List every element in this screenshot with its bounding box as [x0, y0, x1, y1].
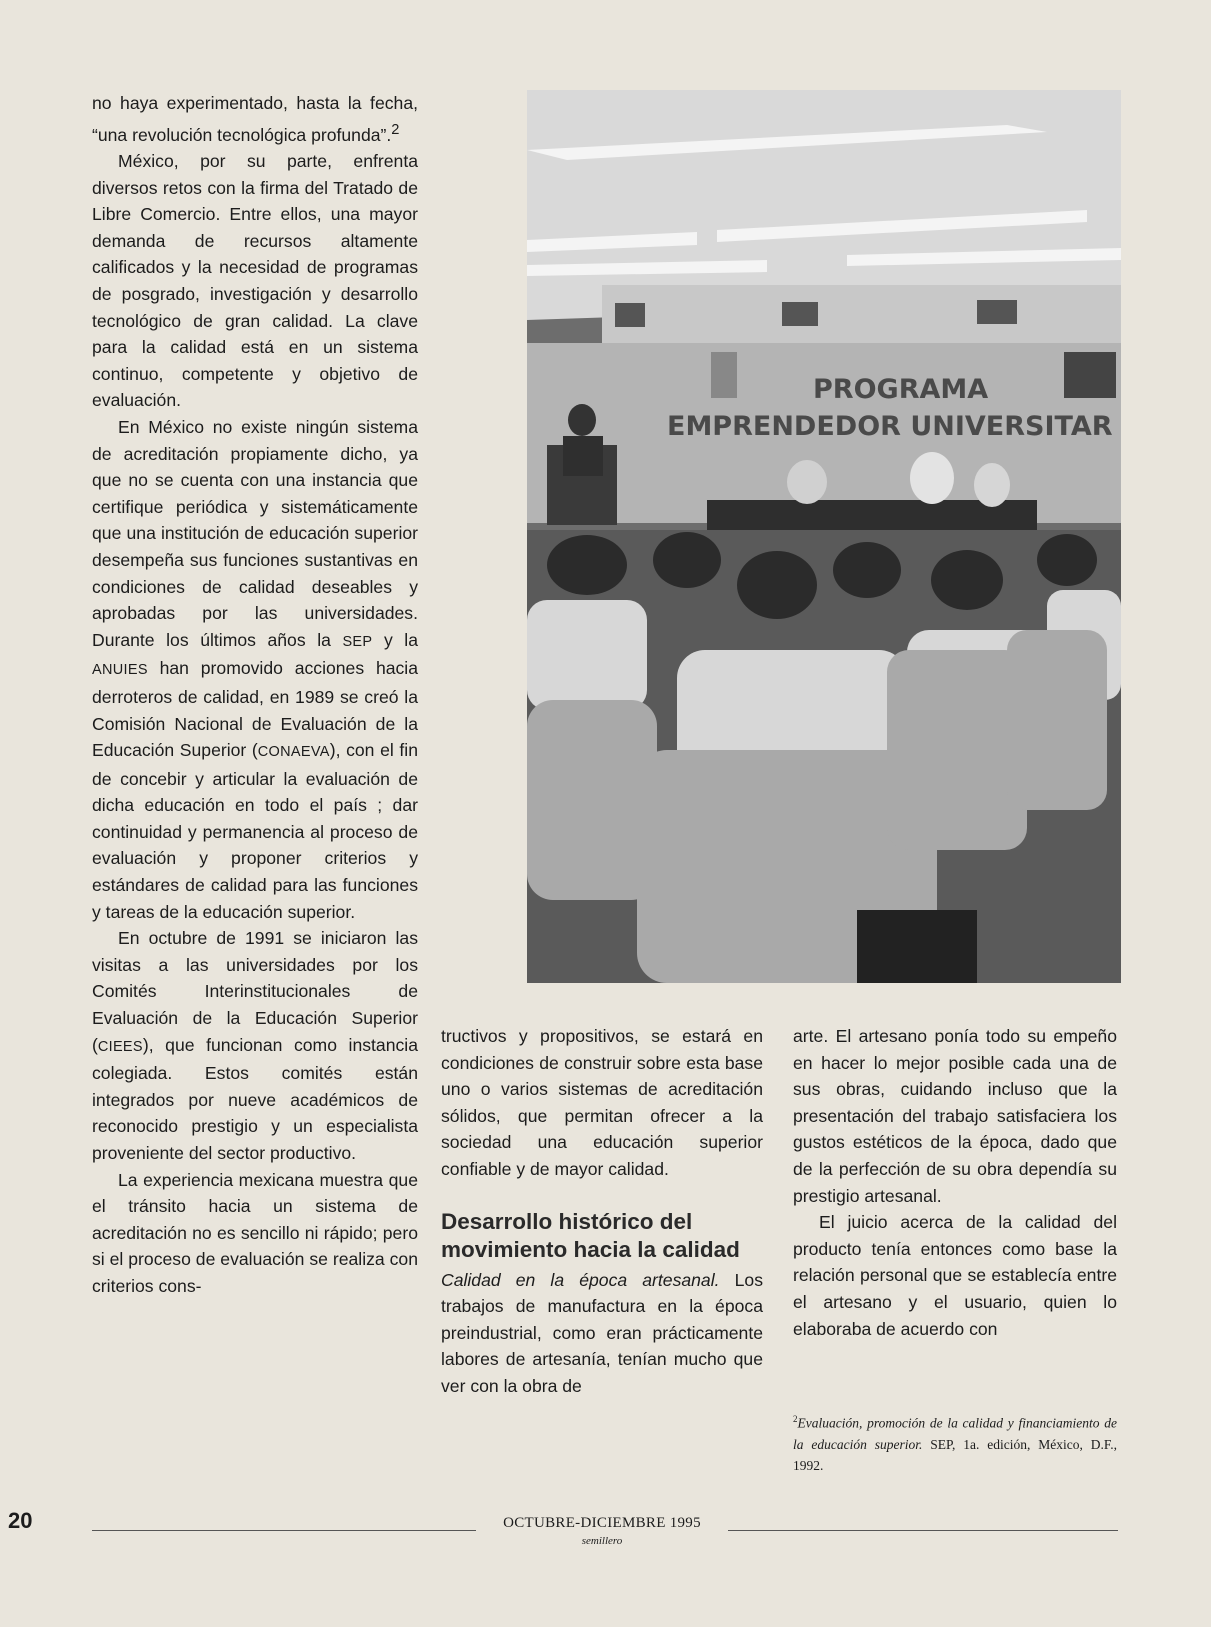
- section-heading: Desarrollo histórico del movimiento hacia la calidad: [441, 1208, 740, 1263]
- paragraph: tructivos y propositivos, se estará en condiciones de construir sobre esta base uno o varios sistemas de acreditación sólidos, que permitan ofrecer a la sociedad una educación superior confiable y de mayor calidad.: [441, 1026, 763, 1179]
- paragraph: arte. El artesano ponía todo su empeño en hacer lo mejor posible cada una de sus obras, cuidando incluso que la presentación del trabajo satisfaciera los gustos estéticos de la época, dado que de la perfección de su obra dependía su prestigio artesanal.: [793, 1026, 1117, 1206]
- banner-line-1: PROGRAMA: [813, 374, 989, 405]
- paragraph: no haya experimentado, hasta la fecha, “una revolución tecnológica profunda”.$^2$: [92, 93, 418, 145]
- issue-date: OCTUBRE-DICIEMBRE 1995: [503, 1515, 701, 1531]
- paragraph: Calidad en la época artesanal. Los trabajos de manufactura en la época preindustrial, como eran prácticamente labores de artesanía, tenían mucho que ver con la obra de: [441, 1269, 764, 1396]
- run-in-subheading: Calidad en la época artesanal.: [441, 1269, 720, 1290]
- text-column-middle: [441, 1023, 763, 1400]
- acronym-sep: SEP: [342, 633, 373, 650]
- paragraph: En octubre de 1991 se iniciaron las visitas a las universidades por los Comités Interinstitucionales de Evaluación de la Educación Superior (CIEES), que funcionan como instancia colegiada. Estos comités están integrados por nueve académicos de reconocido prestigio y un especialista proveniente del sector productivo.: [92, 928, 418, 1164]
- page-number: 20: [8, 1508, 33, 1533]
- text-column-right: [793, 1023, 1117, 1342]
- footnote-publisher: SEP, 1a. edición, México, D.F., 1992.: [793, 1436, 1117, 1473]
- paragraph: La experiencia mexicana muestra que el tránsito hacia un sistema de acreditación no es sencillo ni rápido; pero si el proceso de evaluación se realiza con criterios cons-: [92, 1169, 418, 1296]
- acronym-ciees: CIEES: [97, 1038, 143, 1055]
- footnote-title: Evaluación, promoción de la calidad y financiamiento de la educación superior.: [793, 1415, 1117, 1452]
- text-column-left: [92, 90, 418, 1300]
- acronym-conaeva: CONAEVA: [257, 744, 330, 761]
- conference-photo: [527, 90, 1121, 983]
- banner-line-2: EMPRENDEDOR UNIVERSITAR: [667, 411, 1113, 442]
- footer-rule-right: [728, 1530, 1118, 1531]
- magazine-name: semillero: [581, 1535, 623, 1547]
- footnote: [793, 1409, 1117, 1476]
- footer-rule-left: [92, 1530, 476, 1531]
- footnote-number: 2: [793, 1414, 798, 1424]
- footnote-reference: 2: [391, 121, 400, 138]
- paragraph: El juicio acerca de la calidad del producto tenía entonces como base la relación personal que se establecía entre el artesano y el usuario, quien lo elaboraba de acuerdo con: [793, 1212, 1117, 1339]
- paragraph: México, por su parte, enfrenta diversos retos con la firma del Tratado de Libre Comercio. Entre ellos, una mayor demanda de recursos altamente calificados y la necesidad de programas de posgrado, investigación y desarrollo tecnológico de gran calidad. La clave para la calidad está en un sistema continuo, competente y objetivo de evaluación.: [92, 151, 418, 411]
- acronym-anuies: ANUIES: [92, 662, 148, 679]
- paragraph: En México no existe ningún sistema de acreditación propiamente dicho, ya que no se cuenta con una instancia que certifique periódica y sistemáticamente que una institución de educación superior desempeña sus funciones sustantivas en condiciones de calidad deseables y aprobadas por las universidades. Durante los últimos años la SEP y la ANUIES han promovido acciones hacia derroteros de calidad, en 1989 se creó la Comisión Nacional de Evaluación de la Educación Superior (CONAEVA), con el fin de concebir y articular la evaluación de dicha educación en todo el país ; dar continuidad y permanencia al proceso de evaluación y proponer criterios y estándares de calidad para las funciones y tareas de la educación superior.: [92, 416, 419, 922]
